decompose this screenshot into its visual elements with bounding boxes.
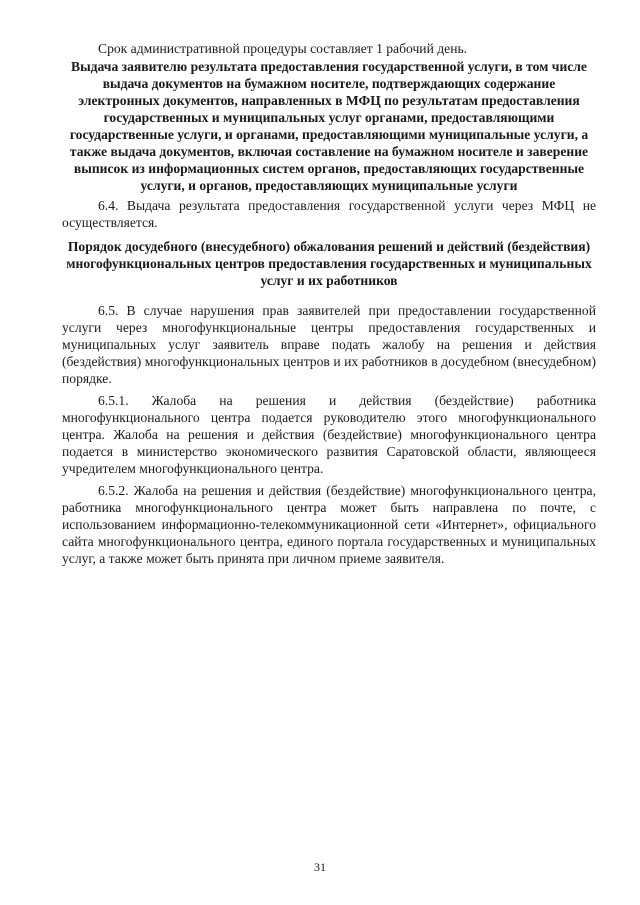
- appeal-procedure-heading: Порядок досудебного (внесудебного) обжалования решений и действий (бездействия) многофункциональных центров предоставления государственных и муниципальных услуг и их работников: [66, 239, 592, 288]
- page-number: 31: [314, 860, 326, 874]
- paragraph-6-4: 6.4. Выдача результата предоставления государственной услуги через МФЦ не осуществляется.: [62, 198, 596, 230]
- page-body: [62, 40, 596, 567]
- issuance-heading: Выдача заявителю результата предоставления государственной услуги, в том числе выдача документов на бумажном носителе, подтверждающих содержание электронных документов, направленных в МФЦ по результатам предоставления государственных и муниципальных услуг органами, предоставляющими государственные услуги, и органами, предоставляющими муниципальные услуги, а также выдача документов, включая составление на бумажном носителе и заверение выписок из информационных систем органов, предоставляющих государственные услуги, и органов, предоставляющих муниципальные услуги: [69, 59, 589, 193]
- procedure-term-paragraph: Срок административной процедуры составляет 1 рабочий день.: [98, 41, 468, 56]
- paragraph-6-5-2: 6.5.2. Жалоба на решения и действия (бездействие) многофункционального центра, работника многофункционального центра может быть направлена по почте, с использованием информационно-телекоммуникационной сети «Интернет», официального сайта многофункционального центра, единого портала государственных и муниципальных услуг, а также может быть принята при личном приеме заявителя.: [62, 483, 596, 566]
- paragraph-6-5: 6.5. В случае нарушения прав заявителей при предоставлении государственной услуги через многофункциональные центры предоставления государственных и муниципальных услуг заявитель вправе подать жалобу на решения и действия (бездействия) многофункциональных центров и их работников в досудебном (внесудебном) порядке.: [62, 303, 596, 386]
- paragraph-6-5-1: 6.5.1. Жалоба на решения и действия (бездействие) работника многофункционального центра подается руководителю этого многофункционального центра. Жалоба на решения и действия (бездействие) многофункционального центра подается в министерство экономического развития Саратовской области, являющееся учредителем многофункционального центра.: [62, 393, 596, 476]
